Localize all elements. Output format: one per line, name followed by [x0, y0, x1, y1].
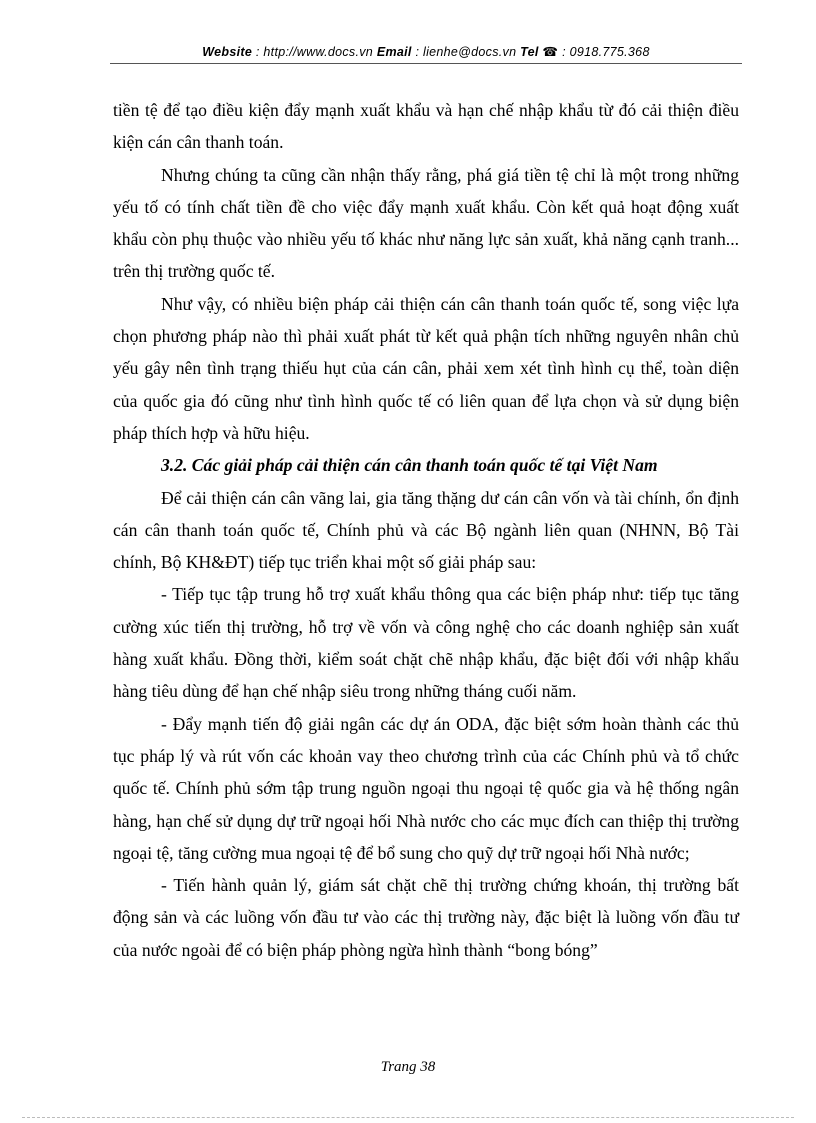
bullet-2: - Đẩy mạnh tiến độ giải ngân các dự án ODA, đặc biệt sớm hoàn thành các thủ tục pháp lý và rút vốn các khoản vay theo chương trình của các Chính phủ và tổ chức quốc tế. Chính phủ sớm tập trung nguồn ngoại thu ngoại tệ quốc gia và hệ thống ngân hàng, hạn chế sử dụng dự trữ ngoại hối Nhà nước cho các mục đích can thiệp thị trường ngoại tệ, tăng cường mua ngoại tệ để bổ sung cho quỹ dự trữ ngoại hối Nhà nước; [113, 713, 739, 863]
website-link[interactable]: http://www.docs.vn [263, 45, 374, 59]
paragraph-3: Như vậy, có nhiều biện pháp cải thiện cán cân thanh toán quốc tế, song việc lựa chọn phương pháp nào thì phải xuất phát từ kết quả phận tích những nguyên nhân chủ yếu gây nên tình trạng thiếu hụt của cán cân, phải xem xét tình hình cụ thể, toàn diện của quốc gia đó cũng như tình hình quốc tế có liên quan để lựa chọn và sử dụng biện pháp thích hợp và hữu hiệu. [113, 293, 739, 443]
tel-label: Tel [520, 45, 539, 59]
header-divider [110, 63, 742, 64]
paragraph-1: tiền tệ để tạo điều kiện đẩy mạnh xuất khẩu và hạn chế nhập khẩu từ đó cải thiện điều kiện cán cân thanh toán. [113, 100, 739, 153]
paragraph-4: Để cải thiện cán cân vãng lai, gia tăng thặng dư cán cân vốn và tài chính, ổn định cán cân thanh toán quốc tế, Chính phủ và các Bộ ngành liên quan (NHNN, Bộ Tài chính, Bộ KH&ĐT) tiếp tục triển khai một số giải pháp sau: [113, 487, 739, 573]
page-header [110, 44, 742, 64]
email-link[interactable]: lienhe@docs.vn [423, 45, 517, 59]
page-bottom-divider [22, 1117, 794, 1118]
email-label: Email [376, 45, 412, 59]
tel-separator: : [558, 45, 570, 59]
tel-number: 0918.775.368 [569, 45, 650, 59]
bullet-3: - Tiến hành quản lý, giám sát chặt chẽ thị trường chứng khoán, thị trường bất động sản và các luồng vốn đầu tư vào các thị trường này, đặc biệt là luồng vốn đầu tư của nước ngoài để có biện pháp phòng ngừa hình thành “bong bóng” [113, 875, 739, 960]
email-separator: : [411, 45, 424, 59]
section-heading: 3.2. Các giải pháp cải thiện cán cân thanh toán quốc tế tại Việt Nam [161, 455, 658, 476]
page-number: Trang 38 [380, 1059, 436, 1075]
website-separator: : [252, 45, 264, 59]
bullet-1: - Tiếp tục tập trung hỗ trợ xuất khẩu thông qua các biện pháp như: tiếp tục tăng cường xúc tiến thị trường, hỗ trợ về vốn và công nghệ cho các doanh nghiệp sản xuất hàng xuất khẩu. Đồng thời, kiểm soát chặt chẽ nhập khẩu, đặc biệt đối với nhập khẩu hàng tiêu dùng để hạn chế nhập siêu trong những tháng cuối năm. [113, 584, 739, 702]
website-label: Website [202, 45, 253, 59]
document-body [113, 94, 739, 966]
paragraph-2: Nhưng chúng ta cũng cần nhận thấy rằng, phá giá tiền tệ chỉ là một trong những yếu tố có tính chất tiền đề cho việc đẩy mạnh xuất khẩu. Còn kết quả hoạt động xuất khẩu còn phụ thuộc vào nhiều yếu tố khác như năng lực sản xuất, khả năng cạnh tranh... trên thị trường quốc tế. [113, 164, 739, 282]
telephone-icon: ☎ [542, 45, 559, 59]
